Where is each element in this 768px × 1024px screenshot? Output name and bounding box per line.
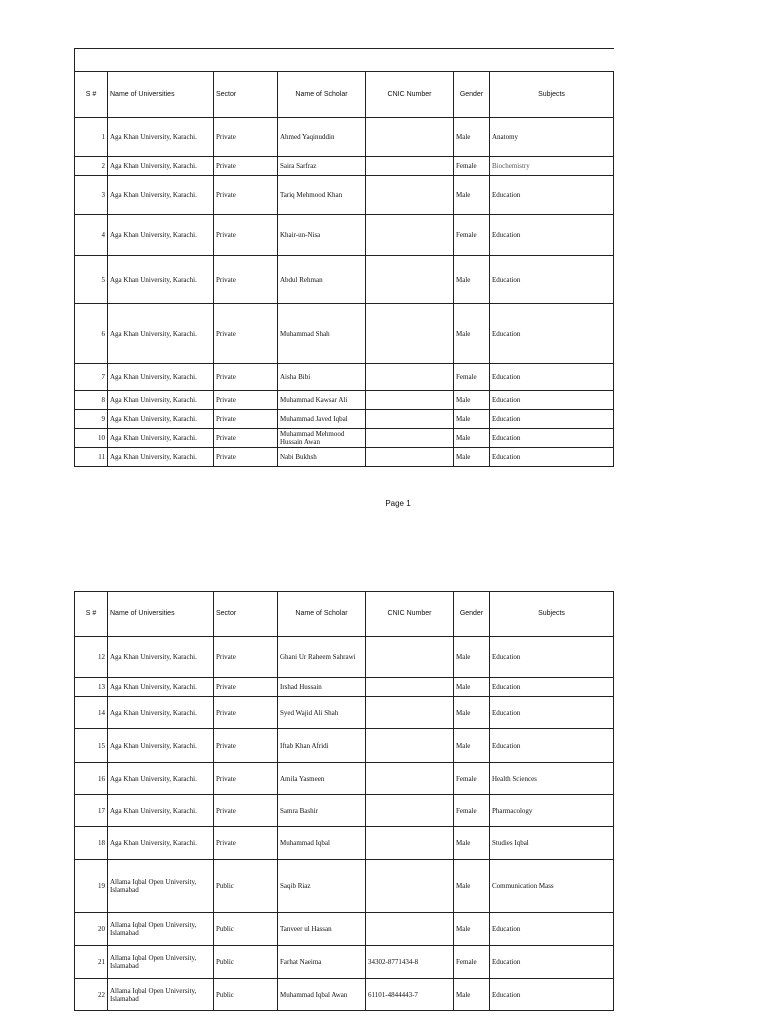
header-university: Name of Universities (108, 592, 214, 637)
cell-scholar: Ghani Ur Raheem Sahrawi (278, 637, 366, 678)
cell-sn: 4 (75, 215, 108, 256)
cell-subject: Education (490, 729, 614, 763)
cell-sector: Public (214, 946, 278, 979)
cell-subject: Pharmacology (490, 795, 614, 827)
cell-university: Aga Khan University, Karachi. (108, 304, 214, 364)
cell-sn: 13 (75, 678, 108, 697)
cell-university: Aga Khan University, Karachi. (108, 118, 214, 157)
cell-scholar: Abdul Rehman (278, 256, 366, 304)
cell-gender: Male (454, 176, 490, 215)
cell-gender: Female (454, 364, 490, 391)
cell-cnic (366, 637, 454, 678)
cell-cnic: 34302-8771434-8 (366, 946, 454, 979)
cell-gender: Male (454, 678, 490, 697)
cell-subject: Anatomy (490, 118, 614, 157)
cell-scholar: Amila Yasmeen (278, 763, 366, 795)
cell-sn: 10 (75, 429, 108, 448)
cell-subject: Education (490, 429, 614, 448)
table-row (75, 913, 614, 946)
table-row (75, 697, 614, 729)
table-row (75, 448, 614, 467)
cell-sector: Private (214, 448, 278, 467)
cell-sector: Private (214, 827, 278, 860)
table-row (75, 364, 614, 391)
cell-scholar: Irshad Hussain (278, 678, 366, 697)
cell-cnic (366, 678, 454, 697)
cell-subject: Education (490, 913, 614, 946)
cell-cnic (366, 827, 454, 860)
cell-gender: Male (454, 827, 490, 860)
cell-gender: Female (454, 795, 490, 827)
header-row (75, 72, 614, 118)
table-row (75, 763, 614, 795)
cell-sn: 14 (75, 697, 108, 729)
cell-university: Aga Khan University, Karachi. (108, 429, 214, 448)
cell-scholar: Farhat Naeima (278, 946, 366, 979)
header-row (75, 592, 614, 637)
cell-scholar: Ahmed Yaqinuddin (278, 118, 366, 157)
cell-university: Aga Khan University, Karachi. (108, 763, 214, 795)
cell-scholar: Aisha Bibi (278, 364, 366, 391)
cell-sector: Private (214, 637, 278, 678)
table-row (75, 946, 614, 979)
cell-gender: Male (454, 429, 490, 448)
cell-sector: Private (214, 678, 278, 697)
header-cnic: CNIC Number (366, 72, 454, 118)
cell-sn: 3 (75, 176, 108, 215)
cell-subject: Education (490, 637, 614, 678)
cell-sector: Public (214, 913, 278, 946)
cell-gender: Male (454, 860, 490, 913)
cell-subject: Education (490, 946, 614, 979)
cell-sector: Private (214, 256, 278, 304)
cell-sector: Private (214, 795, 278, 827)
cell-university: Aga Khan University, Karachi. (108, 827, 214, 860)
cell-cnic (366, 913, 454, 946)
cell-scholar: Syed Wajid Ali Shah (278, 697, 366, 729)
header-gender: Gender (454, 592, 490, 637)
cell-subject: Education (490, 678, 614, 697)
cell-sector: Private (214, 364, 278, 391)
cell-subject: Education (490, 304, 614, 364)
table-row (75, 118, 614, 157)
cell-scholar: Saira Sarfraz (278, 157, 366, 176)
cell-sn: 20 (75, 913, 108, 946)
cell-cnic (366, 429, 454, 448)
cell-sector: Private (214, 391, 278, 410)
cell-gender: Male (454, 304, 490, 364)
table-row (75, 157, 614, 176)
header-subjects: Subjects (490, 592, 614, 637)
cell-university: Aga Khan University, Karachi. (108, 410, 214, 429)
cell-university: Aga Khan University, Karachi. (108, 157, 214, 176)
cell-sector: Private (214, 410, 278, 429)
cell-university: Aga Khan University, Karachi. (108, 176, 214, 215)
cell-gender: Male (454, 979, 490, 1011)
cell-gender: Male (454, 410, 490, 429)
cell-sector: Private (214, 697, 278, 729)
table-row (75, 256, 614, 304)
cell-sector: Public (214, 860, 278, 913)
cell-subject: Education (490, 391, 614, 410)
cell-sn: 1 (75, 118, 108, 157)
cell-gender: Female (454, 215, 490, 256)
table-row (75, 795, 614, 827)
cell-scholar: Muhammad Iqbal Awan (278, 979, 366, 1011)
table-row (75, 729, 614, 763)
cell-university: Allama Iqbal Open University, Islamabad (108, 979, 214, 1011)
cell-gender: Male (454, 913, 490, 946)
scholars-table-page-1 (74, 71, 613, 467)
header-scholar: Name of Scholar (278, 592, 366, 637)
cell-cnic (366, 215, 454, 256)
cell-scholar: Samra Bashir (278, 795, 366, 827)
sheet-top-border (74, 48, 614, 72)
header-university: Name of Universities (108, 72, 214, 118)
cell-sector: Public (214, 979, 278, 1011)
cell-gender: Male (454, 729, 490, 763)
cell-scholar: Nabi Bukhsh (278, 448, 366, 467)
cell-cnic (366, 697, 454, 729)
table-row (75, 215, 614, 256)
cell-scholar: Muhammad Javed Iqbal (278, 410, 366, 429)
header-gender: Gender (454, 72, 490, 118)
cell-university: Aga Khan University, Karachi. (108, 448, 214, 467)
scholars-table (74, 591, 614, 1011)
table-row (75, 860, 614, 913)
cell-gender: Male (454, 448, 490, 467)
header-sector: Sector (214, 592, 278, 637)
cell-scholar: Tariq Mehmood Khan (278, 176, 366, 215)
cell-gender: Male (454, 637, 490, 678)
cell-university: Allama Iqbal Open University, Islamabad (108, 860, 214, 913)
cell-scholar: Khair-un-Nisa (278, 215, 366, 256)
cell-gender: Male (454, 118, 490, 157)
cell-cnic (366, 256, 454, 304)
table-row (75, 979, 614, 1011)
cell-scholar: Tanveer ul Hassan (278, 913, 366, 946)
cell-gender: Male (454, 391, 490, 410)
cell-sn: 16 (75, 763, 108, 795)
scholars-table (74, 71, 614, 467)
cell-sn: 8 (75, 391, 108, 410)
cell-gender: Male (454, 256, 490, 304)
cell-gender: Female (454, 157, 490, 176)
header-subjects: Subjects (490, 72, 614, 118)
cell-subject: Communication Mass (490, 860, 614, 913)
cell-sn: 21 (75, 946, 108, 979)
table-row (75, 391, 614, 410)
cell-subject: Education (490, 697, 614, 729)
cell-cnic (366, 391, 454, 410)
cell-scholar: Muhammad Shah (278, 304, 366, 364)
cell-cnic (366, 763, 454, 795)
cell-sn: 2 (75, 157, 108, 176)
cell-subject: Education (490, 448, 614, 467)
cell-cnic (366, 729, 454, 763)
cell-sector: Private (214, 763, 278, 795)
cell-university: Allama Iqbal Open University, Islamabad (108, 913, 214, 946)
cell-university: Aga Khan University, Karachi. (108, 795, 214, 827)
cell-gender: Female (454, 763, 490, 795)
cell-university: Aga Khan University, Karachi. (108, 697, 214, 729)
cell-cnic (366, 304, 454, 364)
table-row (75, 176, 614, 215)
cell-cnic (366, 157, 454, 176)
cell-sector: Private (214, 157, 278, 176)
cell-sector: Private (214, 176, 278, 215)
cell-sn: 22 (75, 979, 108, 1011)
cell-university: Aga Khan University, Karachi. (108, 364, 214, 391)
cell-subject: Education (490, 364, 614, 391)
cell-gender: Female (454, 946, 490, 979)
cell-sector: Private (214, 118, 278, 157)
header-sn: S # (75, 72, 108, 118)
cell-sector: Private (214, 304, 278, 364)
scholars-table-page-2 (74, 591, 613, 1011)
cell-scholar: Muhammad Iqbal (278, 827, 366, 860)
cell-cnic (366, 448, 454, 467)
table-row (75, 429, 614, 448)
cell-subject: Biochemistry (490, 157, 614, 176)
cell-cnic (366, 410, 454, 429)
table-row (75, 410, 614, 429)
cell-sn: 9 (75, 410, 108, 429)
table-row (75, 304, 614, 364)
cell-university: Aga Khan University, Karachi. (108, 391, 214, 410)
cell-cnic (366, 795, 454, 827)
cell-university: Aga Khan University, Karachi. (108, 637, 214, 678)
cell-cnic (366, 176, 454, 215)
cell-university: Aga Khan University, Karachi. (108, 678, 214, 697)
cell-university: Aga Khan University, Karachi. (108, 729, 214, 763)
cell-sn: 11 (75, 448, 108, 467)
cell-scholar: Muhammad Mehmood Hussain Awan (278, 429, 366, 448)
cell-sn: 18 (75, 827, 108, 860)
cell-cnic (366, 118, 454, 157)
cell-subject: Education (490, 979, 614, 1011)
cell-subject: Education (490, 256, 614, 304)
header-sector: Sector (214, 72, 278, 118)
cell-subject: Studies Iqbal (490, 827, 614, 860)
cell-university: Aga Khan University, Karachi. (108, 256, 214, 304)
header-scholar: Name of Scholar (278, 72, 366, 118)
cell-university: Aga Khan University, Karachi. (108, 215, 214, 256)
cell-scholar: Saqib Riaz (278, 860, 366, 913)
table-row (75, 637, 614, 678)
cell-sn: 7 (75, 364, 108, 391)
cell-sn: 15 (75, 729, 108, 763)
cell-sn: 5 (75, 256, 108, 304)
cell-cnic (366, 860, 454, 913)
cell-university: Allama Iqbal Open University, Islamabad (108, 946, 214, 979)
cell-sn: 19 (75, 860, 108, 913)
cell-subject: Health Sciences (490, 763, 614, 795)
header-cnic: CNIC Number (366, 592, 454, 637)
table-row (75, 678, 614, 697)
cell-sn: 12 (75, 637, 108, 678)
cell-gender: Male (454, 697, 490, 729)
cell-sn: 6 (75, 304, 108, 364)
cell-sector: Private (214, 729, 278, 763)
cell-subject: Education (490, 215, 614, 256)
cell-scholar: Muhammad Kawsar Ali (278, 391, 366, 410)
page-label: Page 1 (385, 499, 411, 508)
cell-sn: 17 (75, 795, 108, 827)
header-sn: S # (75, 592, 108, 637)
cell-cnic: 61101-4844443-7 (366, 979, 454, 1011)
cell-sector: Private (214, 215, 278, 256)
cell-sector: Private (214, 429, 278, 448)
cell-scholar: Iftab Khan Afridi (278, 729, 366, 763)
cell-subject: Education (490, 176, 614, 215)
table-row (75, 827, 614, 860)
cell-subject: Education (490, 410, 614, 429)
cell-cnic (366, 364, 454, 391)
